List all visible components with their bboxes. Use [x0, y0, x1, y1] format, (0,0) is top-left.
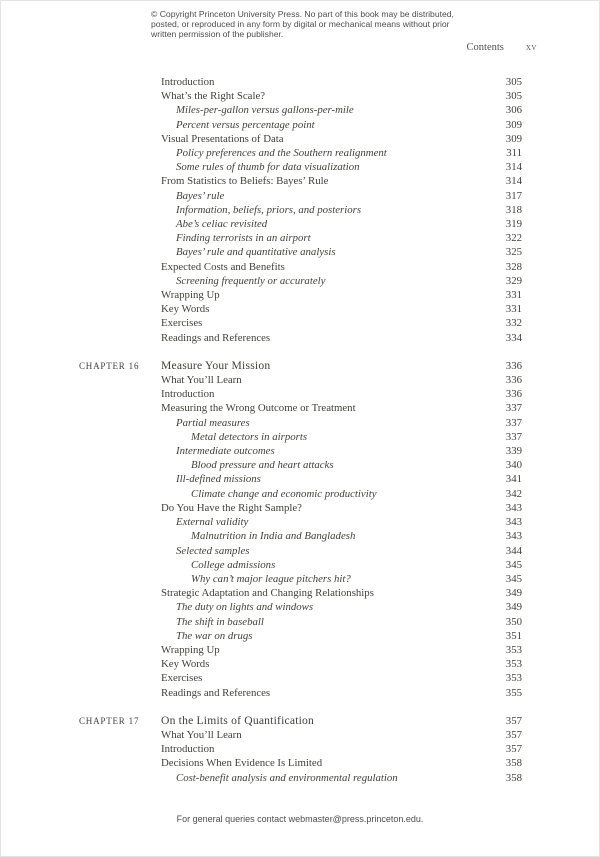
- toc-entry-label: Do You Have the Right Sample?: [161, 501, 302, 514]
- toc-entry-label: Bayes’ rule: [176, 189, 225, 202]
- toc-entry-label: Metal detectors in airports: [191, 430, 308, 443]
- toc-entry-label: Readings and References: [161, 331, 271, 344]
- toc-entry-page-number: 331: [505, 303, 522, 316]
- toc-entry-page-number: 349: [505, 601, 522, 614]
- toc-entry-row: [79, 430, 522, 444]
- toc-entry-label: What You’ll Learn: [161, 728, 242, 741]
- toc-entry-page-number: 343: [505, 516, 522, 529]
- toc-entry-page-number: 334: [505, 331, 522, 344]
- toc-entry-label: The duty on lights and windows: [176, 601, 314, 614]
- toc-entry-page-number: 314: [505, 161, 522, 174]
- toc-entry-page-number: 357: [505, 728, 522, 741]
- toc-entry-page-number: 339: [505, 445, 522, 458]
- toc-entry-page-number: 350: [505, 615, 522, 628]
- toc-entry-page-number: 355: [505, 686, 522, 699]
- toc-entry-label: What You’ll Learn: [161, 374, 242, 387]
- running-head-section: Contents: [466, 42, 504, 53]
- toc-entry-page-number: 319: [505, 218, 522, 231]
- toc-entry-row: [79, 643, 522, 657]
- toc-entry-label: Malnutrition in India and Bangladesh: [191, 530, 356, 543]
- toc-entry-label: Measure Your Mission: [161, 358, 271, 372]
- toc-entry-label: Measuring the Wrong Outcome or Treatment: [161, 402, 356, 415]
- toc-entry-label: On the Limits of Quantification: [161, 713, 315, 727]
- toc-entry-page-number: 336: [505, 359, 522, 372]
- toc-entry-label: The war on drugs: [176, 629, 253, 642]
- toc-entry-label: Visual Presentations of Data: [161, 132, 284, 145]
- toc-entry-page-number: 343: [505, 530, 522, 543]
- toc-entry-row: [79, 103, 522, 117]
- toc-entry-label: Why can’t major league pitchers hit?: [191, 572, 351, 585]
- toc-entry-label: Strategic Adaptation and Changing Relationships: [161, 587, 374, 600]
- toc-entry-row: [79, 146, 522, 160]
- toc-entry-row: [79, 416, 522, 430]
- toc-entry-page-number: 351: [505, 629, 522, 642]
- toc-entry-row: [79, 756, 522, 770]
- toc-entry-label: Decisions When Evidence Is Limited: [161, 757, 323, 770]
- toc-entry-row: [79, 387, 522, 401]
- toc-entry-label: Finding terrorists in an airport: [176, 232, 311, 245]
- footer-contact-note: For general queries contact webmaster@press.princeton.edu.: [176, 814, 424, 824]
- toc-entry-row: [79, 89, 522, 103]
- toc-entry-label: College admissions: [191, 558, 276, 571]
- toc-entry-row: [79, 160, 522, 174]
- toc-entry-label: Bayes’ rule and quantitative analysis: [176, 246, 336, 259]
- toc-entry-label: Abe’s celiac revisited: [176, 218, 268, 231]
- toc-entry-page-number: 357: [505, 714, 522, 727]
- toc-entry-row: [79, 629, 522, 643]
- toc-entry-label: Readings and References: [161, 686, 271, 699]
- toc-entry-label: Climate change and economic productivity: [191, 487, 377, 500]
- toc-entry-row: [79, 615, 522, 629]
- toc-entry-page-number: 318: [505, 203, 522, 216]
- toc-entry-page-number: 342: [505, 487, 522, 500]
- toc-entry-page-number: 353: [505, 672, 522, 685]
- toc-entry-page-number: 337: [505, 402, 522, 415]
- toc-entry-row: [79, 544, 522, 558]
- toc-entry-row: [79, 558, 522, 572]
- toc-entry-row: [79, 657, 522, 671]
- toc-entry-label: Policy preferences and the Southern realignment: [176, 147, 387, 160]
- toc-entry-page-number: 305: [505, 76, 522, 88]
- toc-entry-label: Some rules of thumb for data visualization: [176, 161, 360, 174]
- toc-entry-page-number: 336: [505, 374, 522, 387]
- chapter-number: CHAPTER 17: [79, 715, 140, 726]
- toc-entry-label: From Statistics to Beliefs: Bayes’ Rule: [161, 175, 329, 188]
- copyright-notice: © Copyright Princeton University Press. No part of this book may be distributed, posted, or reproduced in any form by digital or mechanical means without prior written permission of the publisher.: [151, 9, 454, 40]
- toc-entry-page-number: 341: [505, 473, 522, 486]
- toc-entry-label: Intermediate outcomes: [176, 445, 275, 458]
- toc-entry-row: [79, 515, 522, 529]
- toc-entry-page-number: 336: [505, 388, 522, 401]
- toc-entry-page-number: 328: [505, 260, 522, 273]
- toc-entry-row: [79, 75, 522, 89]
- toc-entry-page-number: 322: [505, 232, 522, 245]
- toc-entry-row: [79, 401, 522, 415]
- toc-entry-page-number: 343: [505, 501, 522, 514]
- toc-entry-row: [79, 487, 522, 501]
- toc-entry-row: [79, 288, 522, 302]
- toc-entry-label: Key Words: [161, 303, 210, 316]
- toc-entry-page-number: 353: [505, 658, 522, 671]
- toc-entry-page-number: 345: [505, 558, 522, 571]
- toc-entry-page-number: 349: [505, 587, 522, 600]
- toc-entry-row: [79, 118, 522, 132]
- toc-entry-label: Wrapping Up: [161, 643, 220, 656]
- toc-entry-label: Blood pressure and heart attacks: [191, 459, 334, 472]
- toc-entry-page-number: 309: [505, 132, 522, 145]
- toc-entry-page-number: 331: [505, 289, 522, 302]
- toc-entry-label: Exercises: [161, 672, 203, 685]
- toc-entry-row: [79, 274, 522, 288]
- toc-entry-page-number: 344: [505, 544, 522, 557]
- toc-entry-page-number: 317: [505, 189, 522, 202]
- toc-entry-row: [79, 302, 522, 316]
- toc-entry-label: Expected Costs and Benefits: [161, 260, 285, 273]
- toc-entry-page-number: 305: [505, 90, 522, 103]
- toc-entry-row: [79, 260, 522, 274]
- toc-list: [79, 75, 522, 785]
- toc-entry-row: [79, 331, 522, 345]
- toc-entry-row: [79, 245, 522, 259]
- toc-entry-row: [79, 671, 522, 685]
- toc-entry-row: [79, 444, 522, 458]
- toc-entry-row: [79, 586, 522, 600]
- toc-entry-label: What’s the Right Scale?: [161, 90, 266, 103]
- toc-entry-label: Information, beliefs, priors, and posteriors: [176, 203, 362, 216]
- toc-entry-row: [79, 316, 522, 330]
- toc-entry-row: [79, 458, 522, 472]
- toc-entry-row: [79, 373, 522, 387]
- toc-entry-label: Ill-defined missions: [176, 473, 261, 486]
- toc-entry-label: Partial measures: [176, 416, 250, 429]
- toc-entry-page-number: 357: [505, 743, 522, 756]
- toc-entry-page-number: 306: [505, 104, 522, 117]
- toc-entry-page-number: 337: [505, 416, 522, 429]
- toc-entry-page-number: 340: [505, 459, 522, 472]
- toc-entry-label: Selected samples: [176, 544, 250, 557]
- toc-entry-label: Exercises: [161, 317, 203, 330]
- toc-entry-label: Cost-benefit analysis and environmental regulation: [176, 771, 398, 784]
- toc-entry-page-number: 325: [505, 246, 522, 259]
- toc-entry-row: [79, 189, 522, 203]
- running-head: [467, 42, 537, 53]
- toc-entry-page-number: 332: [505, 317, 522, 330]
- toc-entry-row: [79, 771, 522, 785]
- toc-entry-row: [79, 501, 522, 515]
- toc-entry-page-number: 309: [505, 118, 522, 131]
- toc-entry-page-number: 358: [505, 757, 522, 770]
- toc-entry-page-number: 345: [505, 572, 522, 585]
- toc-entry-row: [79, 529, 522, 543]
- toc-entry-page-number: 358: [505, 771, 522, 784]
- toc-entry-label: Percent versus percentage point: [176, 118, 315, 131]
- toc-entry-label: The shift in baseball: [176, 615, 264, 628]
- toc-entry-label: Key Words: [161, 658, 210, 671]
- folio-page-number: xv: [525, 42, 537, 53]
- toc-chapter-row: [79, 714, 522, 728]
- toc-entry-label: Screening frequently or accurately: [176, 274, 326, 287]
- toc-entry-row: [79, 203, 522, 217]
- toc-entry-row: [79, 728, 522, 742]
- toc-entry-label: External validity: [176, 516, 249, 529]
- toc-entry-label: Introduction: [161, 743, 215, 756]
- toc-entry-row: [79, 132, 522, 146]
- toc-entry-page-number: 337: [505, 430, 522, 443]
- toc-entry-row: [79, 742, 522, 756]
- toc-entry-label: Miles-per-gallon versus gallons-per-mile: [176, 104, 354, 117]
- toc-entry-page-number: 329: [505, 274, 522, 287]
- toc-entry-row: [79, 231, 522, 245]
- toc-entry-row: [79, 572, 522, 586]
- toc-entry-label: Wrapping Up: [161, 289, 220, 302]
- toc-entry-row: [79, 174, 522, 188]
- toc-entry-row: [79, 686, 522, 700]
- toc-entry-page-number: 314: [505, 175, 522, 188]
- toc-entry-page-number: 353: [505, 643, 522, 656]
- toc-chapter-row: [79, 359, 522, 373]
- toc-entry-row: [79, 472, 522, 486]
- toc-entry-row: [79, 600, 522, 614]
- toc-entry-label: Introduction: [161, 76, 215, 88]
- toc-entry-page-number: 311: [506, 147, 522, 160]
- chapter-number: CHAPTER 16: [79, 360, 140, 371]
- toc-entry-row: [79, 217, 522, 231]
- toc-entry-label: Introduction: [161, 388, 215, 401]
